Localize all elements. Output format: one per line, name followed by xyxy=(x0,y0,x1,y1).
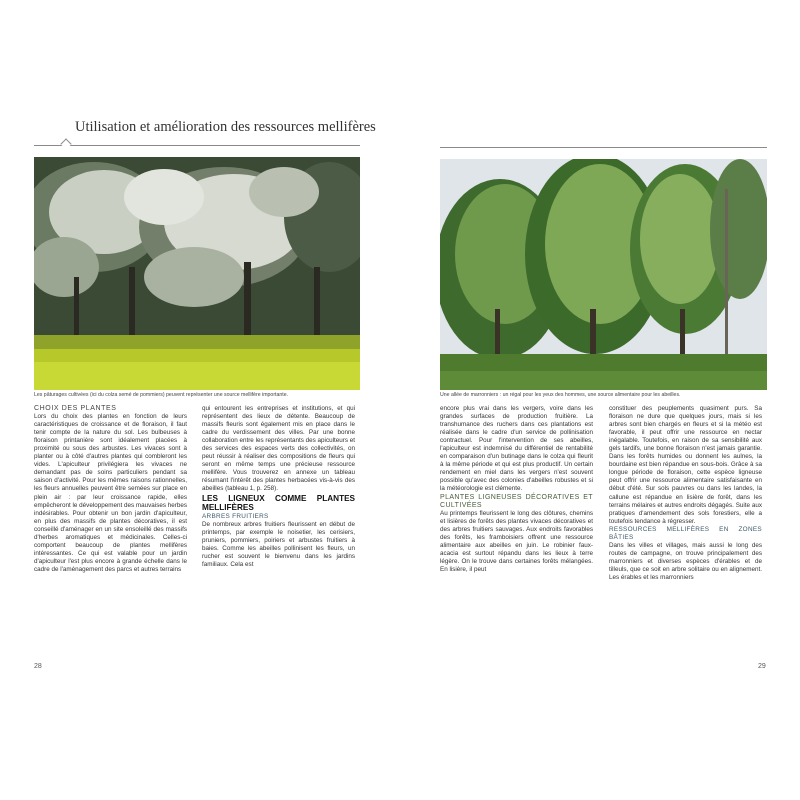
body-paragraph: encore plus vrai dans les vergers, voire dans les grandes surfaces de production fruitière. La transhumance des ruchers dans ces plantations est réalisée dans le cadre d'un service de pollinisation contractuel. Pour l'intervention de ses abeilles, l'apiculteur est indemnisé du différentiel de rentabilité en comparaison d'un butinage dans le colza qui fleurit à la même période et qui est plus productif. Un certain rendement en miel dans les vergers n'est souvent possible qu'avec des colonies d'abeilles robustes et si la météorologie est clémente. xyxy=(440,405,593,493)
subhead-zones-baties: RESSOURCES MELLIFÈRES EN ZONES BÂTIES xyxy=(609,525,762,541)
header-rule xyxy=(440,147,767,148)
page-number: 29 xyxy=(758,663,766,670)
subhead-choix: CHOIX DES PLANTES xyxy=(34,405,117,412)
header-rule xyxy=(34,145,360,146)
header-rule-notch xyxy=(60,138,71,149)
body-paragraph: qui entourent les entreprises et institutions, et qui représentent des lieux de détente. Beaucoup de massifs fleuris sont également mis en place dans le cadre du verdissement des villes. Par une bonne collaboration entre les représentants des apiculteurs et des services des espaces verts des collectivités, on peut réussir à réaliser des compositions de fleurs qui seront en même temps une précieuse ressource mellifère. Vous trouverez en annexe un tableau résumant l'intérêt des plantes herbacées vis-à-vis des abeilles (tableau 1, p. 258). xyxy=(202,405,355,493)
photo-caption xyxy=(34,392,360,399)
running-title: Utilisation et amélioration des ressources mellifères xyxy=(75,119,376,135)
body-paragraph: De nombreux arbres fruitiers fleurissent en début de printemps, par exemple le noisetier, les cerisiers, pruniers, pommiers, poiriers et arbustes fruitiers à baies. Comme les abeilles pollinisent les fleurs, un rucher est souvent le bienvenu dans les jardins familiaux. Cela est xyxy=(202,520,355,568)
chestnut-trees-photo xyxy=(440,159,767,390)
body-paragraph: Dans les villes et villages, mais aussi le long des routes de campagne, on trouve principalement des marronniers et diverses espèces d'érables et de tilleuls, que ce soit en arbre solitaire ou en alignement. Les érables et les marronniers xyxy=(609,541,762,581)
body-paragraph: Lors du choix des plantes en fonction de leurs caractéristiques de croissance et de floraison, il faut tenir compte de la nature du sol. Les bulbeuses à floraison printanière sont idéalement placées à proximité ou sous des arbustes. Les vivaces sont à planter ou à côté d'autres plantes qui combleront les vides. L'apiculteur privilégiera les vivaces ne demandant pas de soins particuliers pendant sa saison d'activité. Pour les mêmes raisons rationnelles, les fleurs annuelles peuvent être semées sur place en plein air : par leur croissance rapide, elles empêcheront le développement des mauvaises herbes indésirables. Pour obtenir un bon jardin d'apiculteur, en plus des massifs de plantes décoratives, il est conseillé d'aménager en un site ensoleillé des massifs d'herbes aromatiques et médicinales. Celles-ci comportent beaucoup de plantes mellifères intéressantes. Ce qui est valable pour un jardin d'apiculteur l'est plus encore à grande échelle dans le cadre de l'aménagement des parcs et autres terrains xyxy=(34,413,187,573)
photo-caption xyxy=(440,392,767,399)
subhead-plantes-ligneuses: PLANTES LIGNEUSES DÉCORATIVES ET CULTIVÉES xyxy=(440,493,593,509)
text-column-1 xyxy=(34,405,187,574)
body-paragraph: Au printemps fleurissent le long des clôtures, chemins et lisières de forêts des plantes vivaces décoratives et des arbres fruitiers sauvages. Aux endroits favorables des forêts, les framboisiers offrent une ressource alimentaire aux abeilles en juin. Le robinier faux-acacia est surtout répandu dans les lieux à terre légère. On le trouve dans certaines forêts mélangées. En lisière, il peut xyxy=(440,509,593,573)
page-number: 28 xyxy=(34,663,42,670)
text-column-2 xyxy=(202,405,355,569)
subhead-arbres-fruitiers: ARBRES FRUITIERS xyxy=(202,512,269,520)
caption-text: Les pâturages cultivées (ici du colza semé de pommiers) peuvent représenter une source mellifère importante. xyxy=(34,392,289,398)
text-column-1 xyxy=(440,405,593,574)
section-heading: LES LIGNEUX COMME PLANTES MELLIFÈRES xyxy=(202,493,355,513)
right-page xyxy=(400,0,800,800)
body-paragraph: constituer des peuplements quasiment purs. Sa floraison ne dure que quelques jours, mais si les arbres sont bien chargés en fleurs et si la météo est favorable, il peut offrir une ressource en nectar inégalable. Toutefois, en raison de sa sensibilité aux gels tardifs, une bonne floraison n'est jamais garantie. Dans les forêts humides ou donnent les aulnes, la bourdaine est bien répandue en sous-bois. Grâce à sa longue période de floraison, cette espèce ligneuse peut offrir une ressource alimentaire satisfaisante en début d'été. Sur sols pauvres ou dans les landes, la callune est répandue en lisière de forêt, dans les terrains mélaires et autres endroits dégagés. Suite aux pratiques d'amendement des sols forestiers, elle a toutefois tendance à régresser. xyxy=(609,405,762,525)
text-column-2 xyxy=(609,405,762,582)
caption-text: Une allée de marronniers : un régal pour les yeux des hommes, une source alimentaire pour les abeilles. xyxy=(440,392,681,398)
orchard-rapeseed-photo xyxy=(34,157,360,390)
